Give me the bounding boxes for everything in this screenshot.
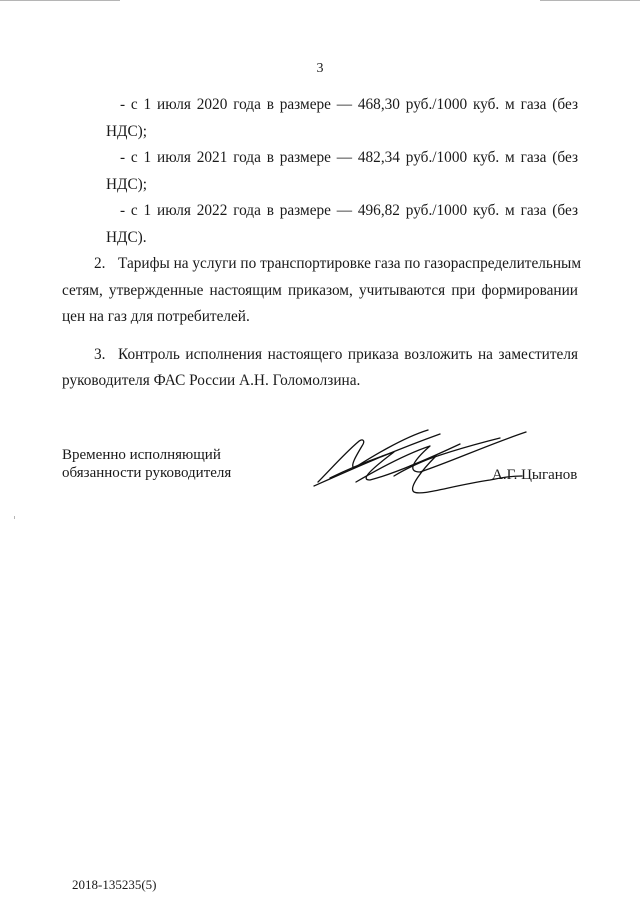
- page-number: 3: [316, 61, 324, 76]
- signatory-position-line-2: обязанности руководителя: [62, 465, 232, 481]
- scan-mark-top: [0, 0, 120, 1]
- scan-mark-left: [14, 516, 15, 519]
- tariff-line-2022-cont: НДС).: [106, 228, 147, 246]
- paragraph-3-number: 3.: [94, 345, 106, 363]
- signatory-name: А.Г. Цыганов: [492, 467, 578, 483]
- paragraph-2-text-2: сетям, утвержденные настоящим приказом, учитываются при формировании: [62, 281, 578, 299]
- tariff-line-2021-cont: НДС);: [106, 175, 148, 193]
- document-body: [62, 92, 581, 395]
- document-id: 2018-135235(5): [72, 877, 157, 892]
- tariff-line-2020: - с 1 июля 2020 года в размере — 468,30 руб./1000 куб. м газа (без: [120, 96, 578, 113]
- paragraph-3: [62, 342, 578, 395]
- signatory-position: [62, 446, 231, 482]
- paragraph-3-first-line: [62, 342, 578, 369]
- signatory-position-line-1: Временно исполняющий: [62, 447, 221, 463]
- paragraph-2: [62, 251, 581, 331]
- paragraph-2-first-line: [62, 251, 581, 278]
- handwritten-signature: [310, 418, 530, 500]
- paragraph-3-text-2: руководителя ФАС России А.Н. Голомолзина.: [62, 372, 361, 389]
- scan-mark-top-right: [540, 0, 640, 1]
- paragraph-3-text-1: Контроль исполнения настоящего приказа возложить на заместителя: [118, 345, 578, 363]
- paragraph-2-number: 2.: [94, 255, 106, 272]
- paragraph-2-text-1: Тарифы на услуги по транспортировке газа по газораспределительным: [118, 255, 581, 272]
- tariff-line-2020-cont: НДС);: [106, 122, 148, 140]
- paragraph-2-text-3: цен на газ для потребителей.: [62, 308, 250, 325]
- tariff-line-2021: - с 1 июля 2021 года в размере — 482,34 руб./1000 куб. м газа (без: [120, 149, 578, 166]
- tariff-line-2022: - с 1 июля 2022 года в размере — 496,82 руб./1000 куб. м газа (без: [120, 202, 578, 219]
